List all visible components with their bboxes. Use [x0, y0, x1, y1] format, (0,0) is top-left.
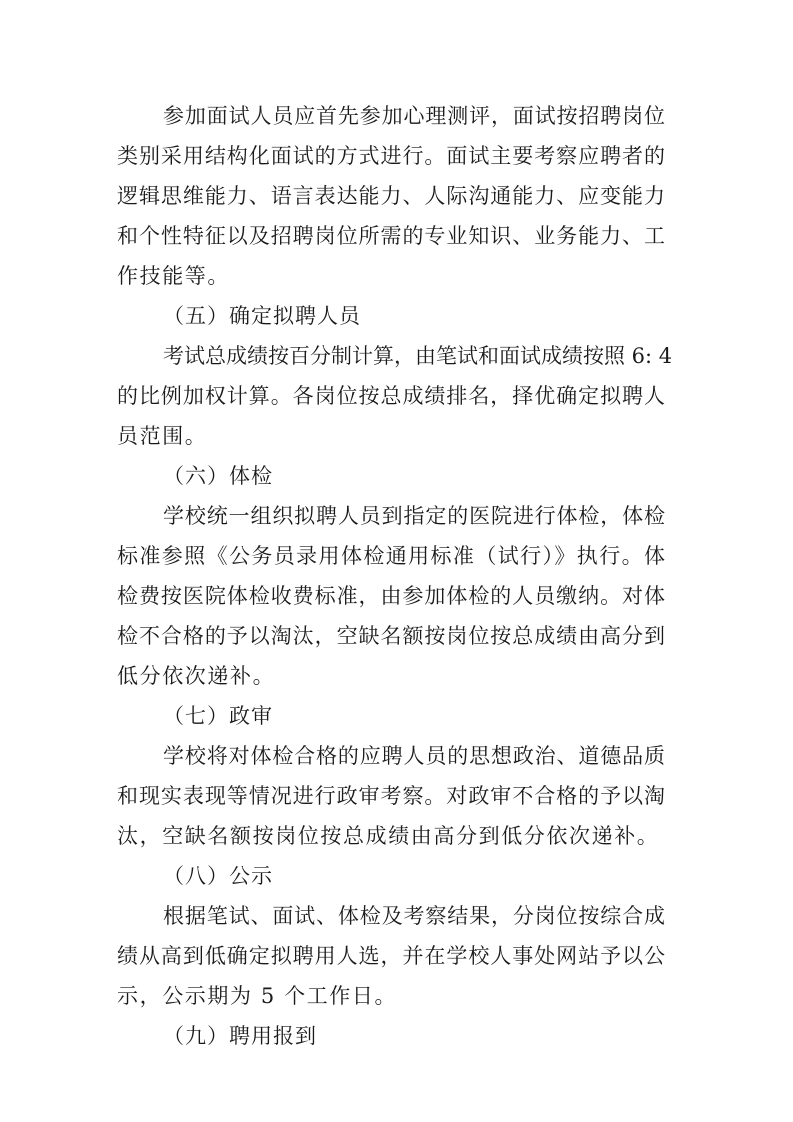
body-line: 员范围。: [117, 424, 208, 448]
body-line: 绩从高到低确定拟聘用人选，并在学校人事处网站予以公: [117, 944, 665, 968]
body-line: 检费按医院体检收费标准，由参加体检的人员缴纳。对体: [117, 584, 665, 608]
body-line: 考试总成绩按百分制计算，由笔试和面试成绩按照 6: 4: [163, 344, 673, 368]
body-line: 学校统一组织拟聘人员到指定的医院进行体检，体检: [163, 504, 665, 528]
body-line: 和现实表现等情况进行政审考察。对政审不合格的予以淘: [117, 784, 665, 808]
body-line: 的比例加权计算。各岗位按总成绩排名，择优确定拟聘人: [117, 384, 665, 408]
section-heading: （七）政审: [163, 704, 273, 728]
section-heading: （九）聘用报到: [163, 1024, 317, 1048]
section-heading: （五）确定拟聘人员: [163, 304, 361, 328]
body-line: 汰，空缺名额按岗位按总成绩由高分到低分依次递补。: [117, 824, 660, 848]
body-line: 类别采用结构化面试的方式进行。面试主要考察应聘者的: [117, 144, 665, 168]
body-line: 作技能等。: [117, 264, 230, 288]
body-line: 示，公示期为 5 个工作日。: [117, 984, 398, 1008]
body-line: 检不合格的予以淘汰，空缺名额按岗位按总成绩由高分到: [117, 624, 665, 648]
section-heading: （八）公示: [163, 864, 273, 888]
document-body: [117, 96, 673, 1056]
section-heading: （六）体检: [163, 464, 273, 488]
body-line: 逻辑思维能力、语言表达能力、人际沟通能力、应变能力: [117, 184, 665, 208]
body-line: 标准参照《公务员录用体检通用标准（试行）》执行。体: [117, 544, 665, 568]
body-line: 参加面试人员应首先参加心理测评，面试按招聘岗位: [163, 104, 665, 128]
body-line: 低分依次递补。: [117, 664, 276, 688]
body-line: 学校将对体检合格的应聘人员的思想政治、道德品质: [163, 744, 665, 768]
body-line: 根据笔试、面试、体检及考察结果，分岗位按综合成: [163, 904, 665, 928]
body-line: 和个性特征以及招聘岗位所需的专业知识、业务能力、工: [117, 224, 665, 248]
